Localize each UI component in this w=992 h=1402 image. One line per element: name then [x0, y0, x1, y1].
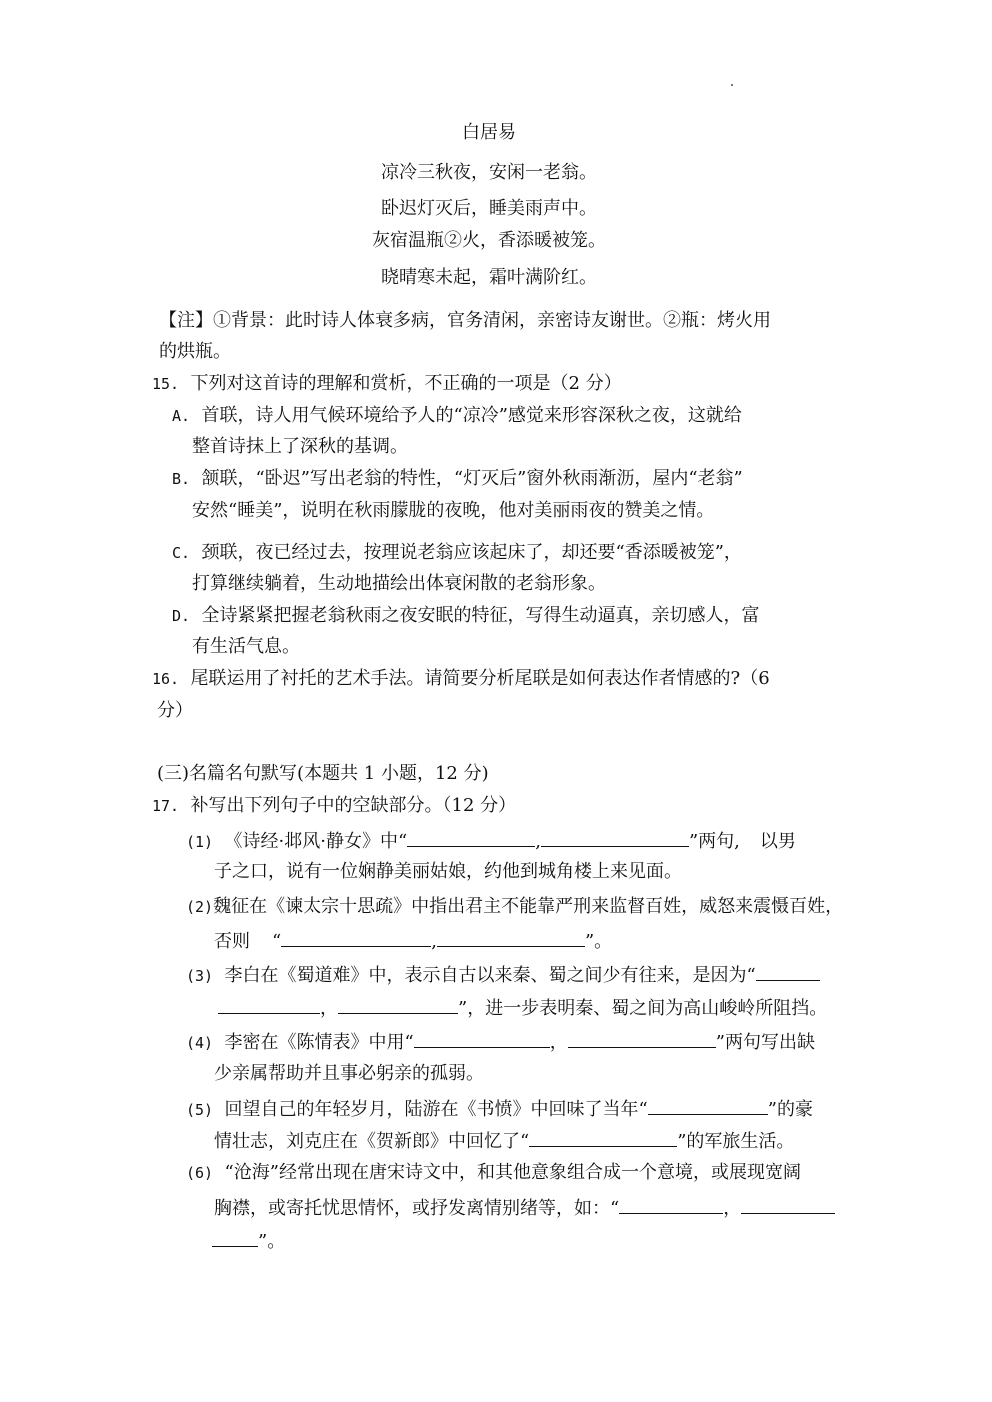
- fill-item-4-cont: 少亲属帮助并且事必躬亲的孤弱。: [214, 1063, 484, 1084]
- option-letter: A.: [172, 407, 191, 425]
- answer-blank[interactable]: [218, 995, 320, 1014]
- answer-blank[interactable]: [414, 1029, 550, 1048]
- question-16-cont: 分）: [157, 700, 193, 721]
- answer-blank[interactable]: [568, 1029, 716, 1048]
- answer-blank[interactable]: [529, 1128, 677, 1147]
- question-15-stem: 15. 下列对这首诗的理解和赏析，不正确的一项是（2 分）: [152, 373, 622, 394]
- answer-blank[interactable]: [437, 928, 585, 947]
- answer-blank[interactable]: [756, 962, 820, 981]
- fill-item-3: (3) 李白在《蜀道难》中，表示自古以来秦、蜀之间少有往来，是因为“: [186, 962, 820, 988]
- option-d: D. 全诗紧紧把握老翁秋雨之夜安眠的特征，写得生动逼真，亲切感人，富: [172, 605, 760, 626]
- scan-speck: [731, 84, 733, 86]
- fill-item-4: (4) 李密在《陈情表》中用“ ， ”两句写出缺: [186, 1029, 815, 1055]
- item-label: (2): [186, 898, 214, 916]
- option-b-cont: 安然“睡美”，说明在秋雨朦胧的夜晚，他对美丽雨夜的赞美之情。: [192, 500, 715, 521]
- section-title: (三)名篇名句默写(本题共 1 小题，12 分): [157, 763, 489, 784]
- answer-blank[interactable]: [407, 828, 535, 847]
- item-label: (1): [186, 833, 214, 851]
- option-a: A. 首联，诗人用气候环境给予人的“凉冷”感觉来形容深秋之夜，这就给: [172, 405, 742, 426]
- question-17-stem: 17. 补写出下列句子中的空缺部分。（12 分）: [152, 795, 517, 816]
- fill-item-3-cont: ， ”，进一步表明秦、蜀之间为高山峻岭所阻挡。: [218, 995, 827, 1021]
- question-number: 15.: [152, 375, 180, 393]
- fill-item-6-cont2: ”。: [212, 1228, 285, 1254]
- option-letter: D.: [172, 607, 191, 625]
- answer-blank[interactable]: [212, 1228, 258, 1247]
- answer-blank[interactable]: [619, 1195, 723, 1214]
- fill-item-6: (6) “沧海”经常出现在唐宋诗文中，和其他意象组合成一个意境，或展现宽阔: [186, 1162, 801, 1183]
- annotation-line: 【注】①背景：此时诗人体衰多病，官务清闲，亲密诗友谢世。②瓶：烤火用: [159, 310, 771, 331]
- item-label: (4): [186, 1034, 214, 1052]
- question-number: 17.: [152, 797, 180, 815]
- option-letter: B.: [172, 470, 191, 488]
- fill-item-5: (5) 回望自己的年轻岁月，陆游在《书愤》中回味了当年“ ”的豪: [186, 1096, 813, 1122]
- answer-blank[interactable]: [281, 928, 431, 947]
- answer-blank[interactable]: [338, 995, 458, 1014]
- option-letter: C.: [172, 544, 191, 562]
- item-label: (3): [186, 967, 214, 985]
- poem-author: 白居易: [462, 122, 516, 143]
- poem-line: 卧迟灯灭后，睡美雨声中。: [381, 198, 597, 219]
- option-a-cont: 整首诗抹上了深秋的基调。: [192, 436, 408, 457]
- option-c-cont: 打算继续躺着，生动地描绘出体衰闲散的老翁形象。: [192, 573, 606, 594]
- question-16: 16. 尾联运用了衬托的艺术手法。请简要分析尾联是如何表达作者情感的?（6: [152, 668, 770, 689]
- option-d-cont: 有生活气息。: [192, 636, 300, 657]
- answer-blank[interactable]: [541, 828, 689, 847]
- fill-item-1-cont: 子之口，说有一位娴静美丽姑娘，约他到城角楼上来见面。: [214, 861, 682, 882]
- fill-item-2-cont: 否则 “ , ”。: [214, 928, 612, 954]
- answer-blank[interactable]: [648, 1096, 768, 1115]
- fill-item-5-cont: 情壮志，刘克庄在《贺新郎》中回忆了“ ”的军旅生活。: [214, 1128, 794, 1154]
- answer-blank[interactable]: [741, 1195, 835, 1214]
- poem-line: 凉冷三秋夜，安闲一老翁。: [381, 162, 597, 183]
- item-label: (5): [186, 1101, 214, 1119]
- fill-item-1: (1) 《诗经·邶风·静女》中“ , ”两句, 以男: [186, 828, 796, 854]
- option-b: B. 颔联，“卧迟”写出老翁的特性，“灯灭后”窗外秋雨渐沥，屋内“老翁”: [172, 468, 743, 489]
- item-label: (6): [186, 1164, 214, 1182]
- poem-line: 晓晴寒未起，霜叶满阶红。: [381, 267, 597, 288]
- poem-line: 灰宿温瓶②火，香添暖被笼。: [372, 230, 606, 251]
- question-number: 16.: [152, 670, 180, 688]
- annotation-line: 的烘瓶。: [159, 341, 231, 362]
- fill-item-6-cont: 胸襟，或寄托忧思情怀，或抒发离情别绪等，如：“ ，: [214, 1195, 835, 1221]
- option-c: C. 颈联，夜已经过去，按理说老翁应该起床了，却还要“香添暖被笼”，: [172, 542, 742, 563]
- fill-item-2: (2)魏征在《谏太宗十思疏》中指出君主不能靠严刑来监督百姓，威怒来震慑百姓，: [186, 896, 844, 917]
